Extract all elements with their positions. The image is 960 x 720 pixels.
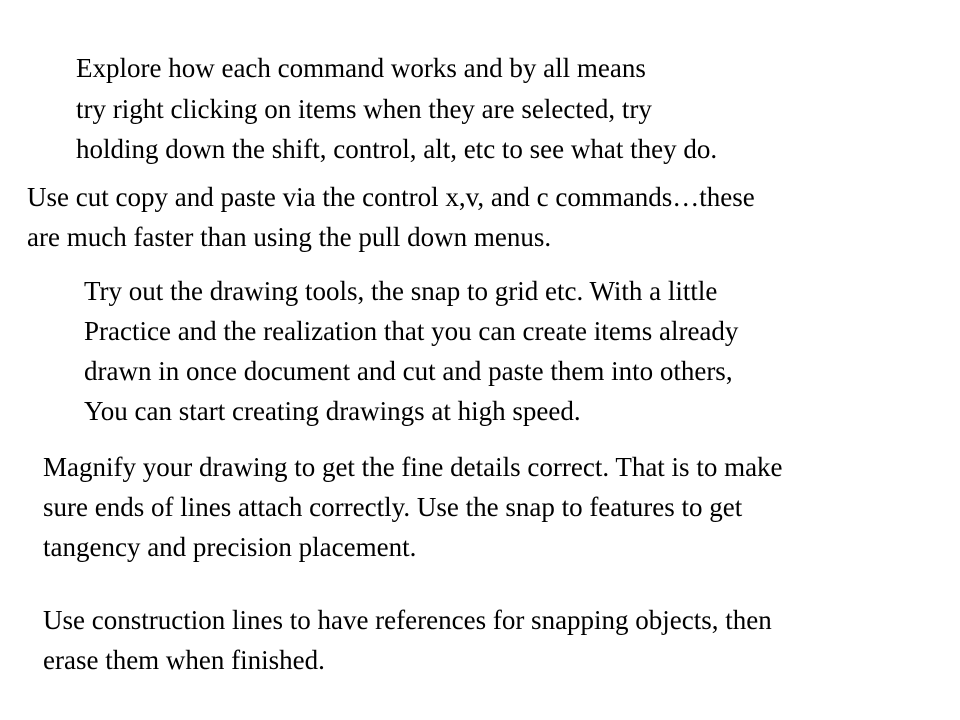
text-line: Use cut copy and paste via the control x,v, and c commands…these [27,182,755,212]
paragraph-explore-commands [76,48,717,170]
text-line: try right clicking on items when they are selected, try [76,93,652,124]
text-line: tangency and precision placement. [43,532,417,562]
text-line: holding down the shift, control, alt, etc to see what they do. [76,134,718,164]
paragraph-drawing-tools [84,271,738,431]
text-line: erase them when finished. [43,645,325,675]
text-line: Try out the drawing tools, the snap to grid etc. With a little [84,276,718,306]
text-line: drawn in once document and cut and paste them into others, [84,356,733,386]
text-line: are much faster than using the pull down menus. [27,222,552,252]
paragraph-construction-lines [43,600,772,680]
paragraph-magnify [43,447,783,567]
text-line: sure ends of lines attach correctly. Use the snap to features to get [43,492,743,522]
text-line: Use construction lines to have references for snapping objects, then [43,605,772,635]
text-line: Explore how each command works and by all means [76,53,646,83]
text-line: You can start creating drawings at high speed. [84,396,581,426]
text-line: Practice and the realization that you can create items already [84,316,739,346]
paragraph-cut-copy-paste [27,177,755,257]
text-line: Magnify your drawing to get the fine details correct. That is to make [43,452,783,482]
